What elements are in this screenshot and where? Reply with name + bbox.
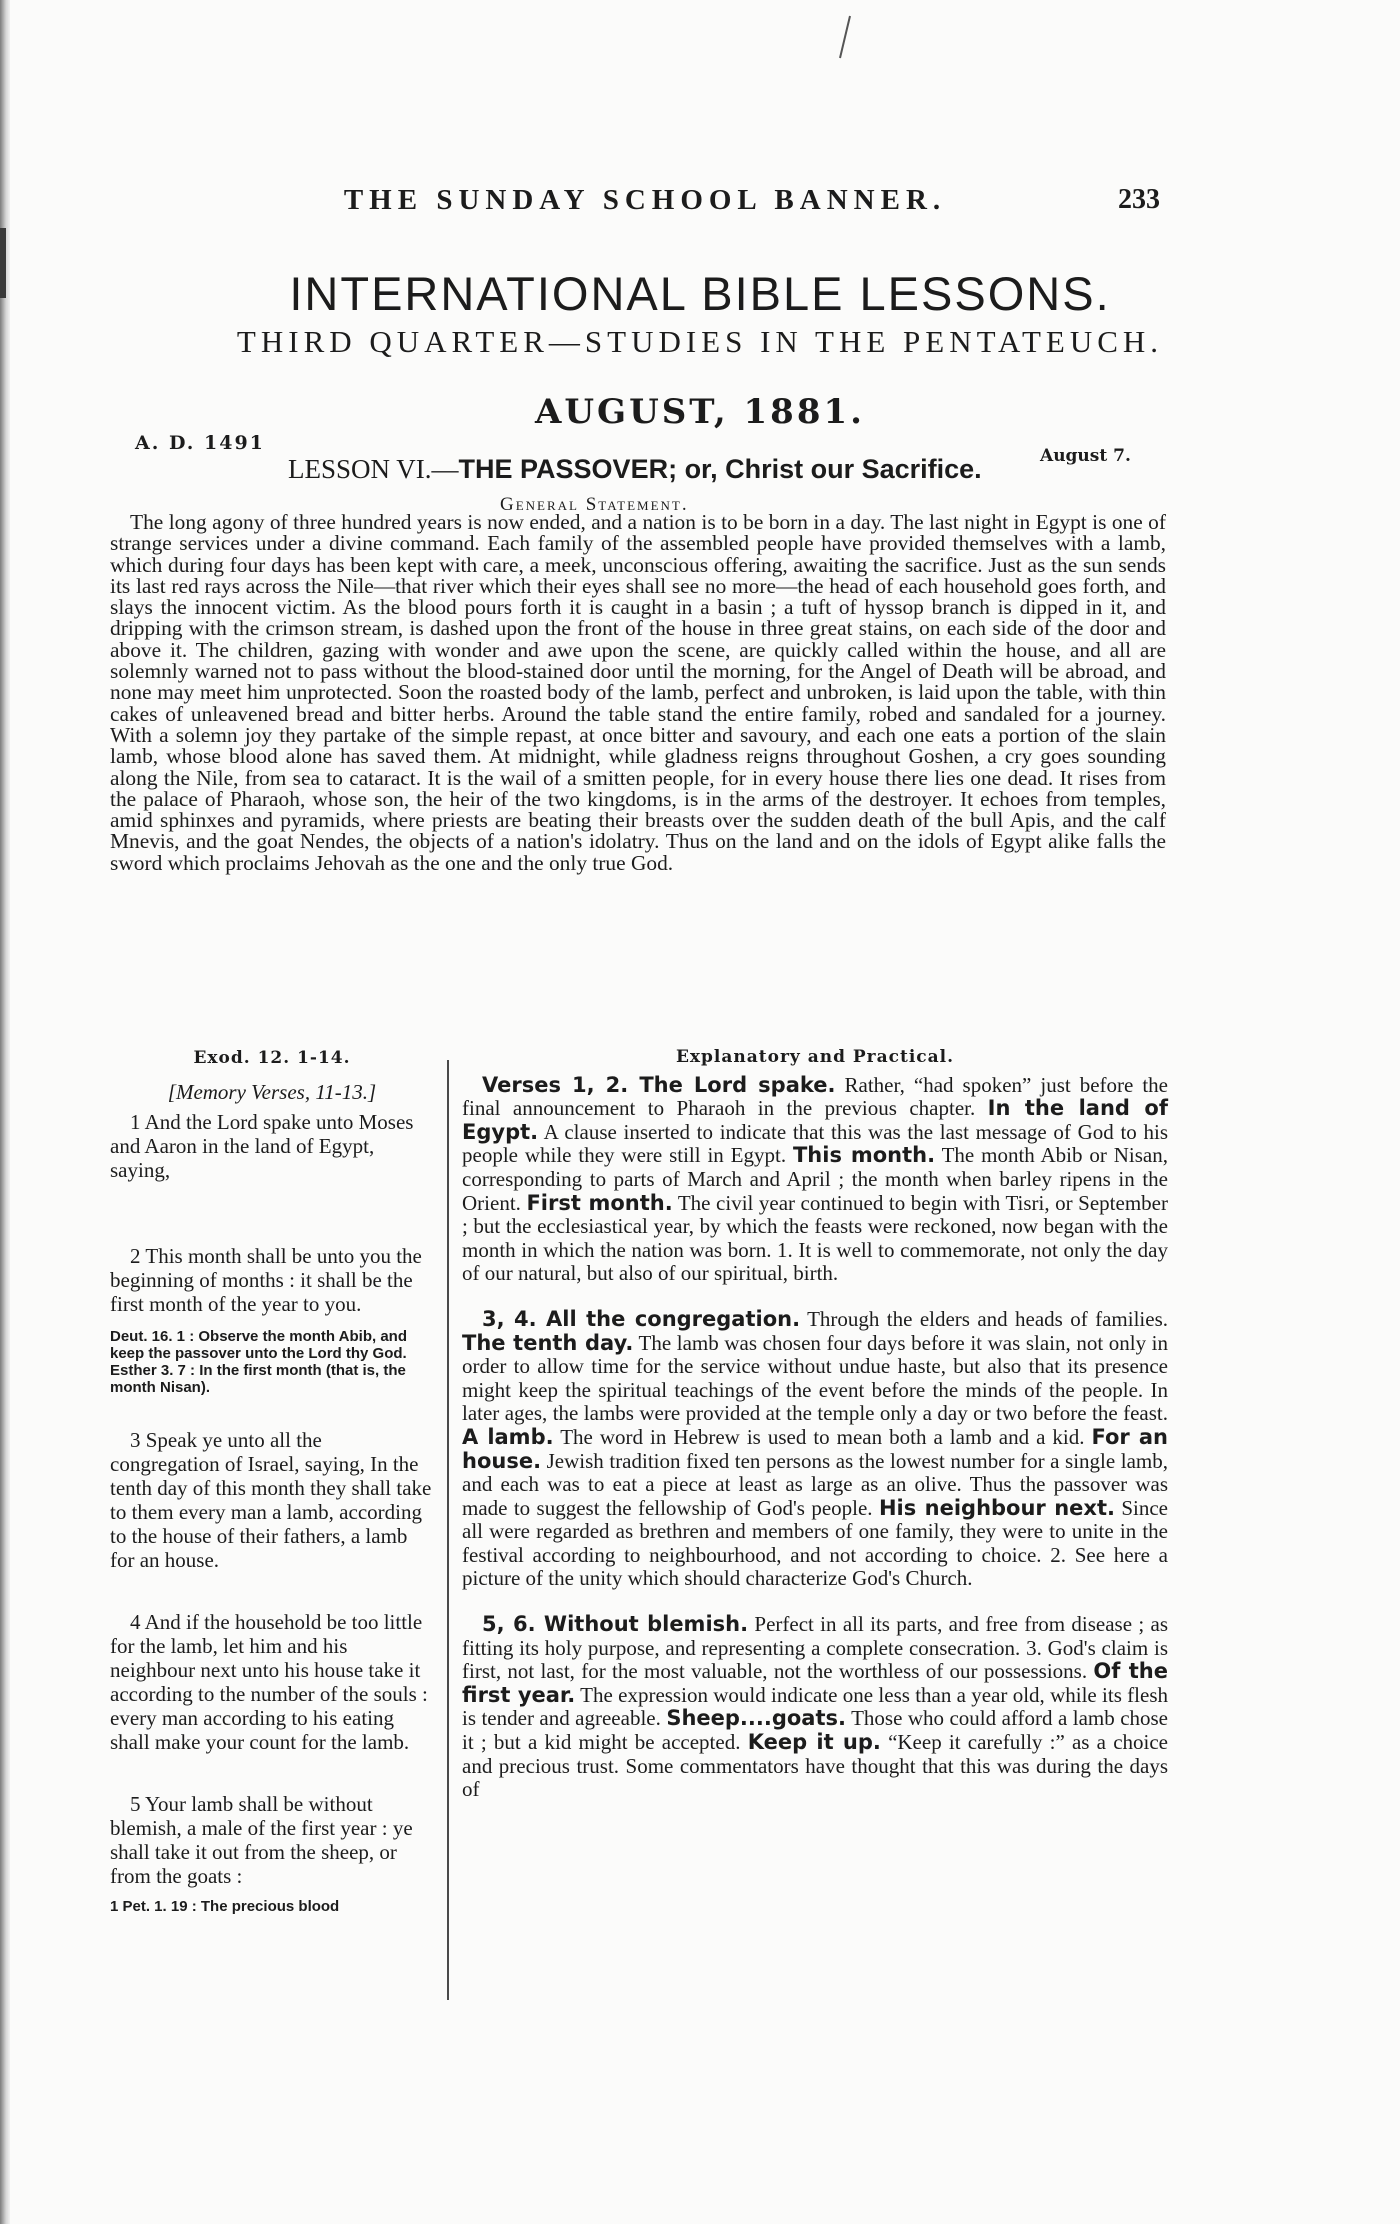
keyword: Sheep....goats. (666, 1706, 846, 1731)
general-statement-text: The long agony of three hundred years is now ended, and a nation is to be born in a day. The last night in Egypt is one of strange services under a divine command. Each family of the assembled people have provided themselves with a lamb, which during four days has been kept with care, a meek, unconscious offering, awaiting the sacrifice. Just as the sun sends its last red rays across the Nile—that river which their eyes shall see no more—the head of each household goes forth, and slays the innocent victim. As the blood pours forth it is caught in a basin ; a tuft of hyssop branch is dipped in it, and dripping with the crimson stream, is dashed upon the front of the house in three great stains, on each side of the door and above it. The children, gazing with wonder and awe upon the scene, are quickly called within the house, and all are solemnly warned not to pass without the blood-stained door until the morning, for the Angel of Death will be abroad, and none may meet him unprotected. Soon the roasted body of the lamb, perfect and unbroken, is laid upon the table, with thin cakes of unleavened bread and bitter herbs. Around the table stand the entire family, robed and sandaled for a journey. With a solemn joy they partake of the simple repast, at once bitter and savoury, and each one eats a portion of the slain lamb, whose blood alone has saved them. At midnight, while gladness reigns throughout Goshen, a cry goes sounding along the Nile, from sea to cataract. It is the wail of a smitten people, for in every house there lies one dead. It rises from the palace of Pharaoh, whose son, the heir of the two kingdoms, is in the arms of the destroyer. It echoes from temples, amid sphinxes and pyramids, where priests are beating their breasts over the sudden death of the bull Apis, and the calf Mnevis, and the goat Nendes, the objects of a nation's idolatry. Thus on the land and on the idols of Egypt alike falls the sword which proclaims Jehovah as the one and the only true God. (110, 510, 1166, 875)
keyword: This month. (792, 1143, 936, 1168)
scripture-column (110, 1046, 434, 1915)
explanatory-paragraph: Verses 1, 2. The Lord spake. Rather, “had spoken” just before the final announcement to Pharaoh in the previous chapter. In the land of Egypt. A clause inserted to indicate that this was the last message of God to his people while they were still in Egypt. This month. The month Abib or Nisan, corresponding to parts of March and April ; the month when barley ripens in the Orient. First month. The civil year continued to begin with Tisri, or September ; but the ecclesiastical year, by which the feasts were reckoned, now began with the month in which the nation was born. 1. It is well to commemorate, not only the day of our natural, but also of our spiritual, birth. (462, 1072, 1168, 1286)
verse-5: 5 Your lamb shall be without blemish, a male of the first year : ye shall take it out from the sheep, or from the goats : (110, 1792, 413, 1888)
paper-tear-mark (836, 14, 854, 60)
explanatory-paragraph: 3, 4. All the congregation. Through the elders and heads of families. The tenth day. The lamb was chosen four days before it was slain, not only in order to allow time for the service without undue haste, but also that its presence might keep the spiritual teachings of the event before the minds of the people. In later ages, the lambs were provided at the temple only a day or two before the feast. A lamb. The word in Hebrew is used to mean both a lamb and a kid. For an house. Jewish tradition fixed ten persons as the lowest number for a single lamb, and each was to eat a piece at least as large as an olive. Thus the passover was made to suggest the fellowship of God's people. His neighbour next. Since all were regarded as brethren and members of one family, they were to unite in the festival according to neighbourhood, and not according to choice. 2. See here a picture of the unity which should characterize God's Church. (462, 1306, 1168, 1591)
issue-month: AUGUST, 1881. (535, 392, 865, 432)
verse-4: 4 And if the household be too little for the lamb, let him and his neighbour next unto his house take it according to the number of the souls : every man according to his eating shall make your count for the lamb. (110, 1610, 428, 1754)
keyword: Keep it up. (747, 1730, 881, 1755)
verse-2: 2 This month shall be unto you the beginning of months : it shall be the first month of the year to you. (110, 1244, 422, 1316)
keyword: First month. (526, 1190, 673, 1215)
explanatory-column (462, 1046, 1168, 1802)
explanatory-heading: Explanatory and Practical. (675, 1047, 955, 1067)
sub-title: THIRD QUARTER—STUDIES IN THE PENTATEUCH. (236, 324, 1164, 359)
binding-mark (0, 228, 6, 298)
verse-5-note: 1 Pet. 1. 19 : The precious blood (110, 1898, 340, 1915)
page-spine-shadow (0, 0, 10, 2224)
memory-verses: [Memory Verses, 11-13.] (167, 1080, 377, 1104)
lesson-date-right: August 7. (1040, 446, 1131, 466)
lesson-title: THE PASSOVER; or, Christ our Sacrifice. (458, 454, 982, 484)
general-statement (110, 512, 1166, 874)
lesson-number: LESSON VI.— (288, 454, 459, 484)
page-number: 233 (1118, 184, 1160, 215)
keyword: In the land of Egypt. (462, 1096, 1168, 1144)
keyword: For an house. (462, 1424, 1168, 1473)
column-divider (447, 1060, 449, 2000)
verse-2-note: Deut. 16. 1 : Observe the month Abib, and keep the passover unto the Lord thy God. Esther 3. 7 : In the first month (that is, the month Nisan). (110, 1328, 407, 1396)
keyword: Verses 1, 2. The Lord spake. (482, 1072, 836, 1097)
main-title: INTERNATIONAL BIBLE LESSONS. (289, 267, 1111, 320)
verse-3: 3 Speak ye unto all the congregation of Israel, saying, In the tenth day of this month they shall take to them every man a lamb, according to the house of their fathers, a lamb for an house. (110, 1428, 432, 1572)
keyword: His neighbour next. (878, 1495, 1115, 1520)
keyword: 5, 6. Without blemish. (482, 1612, 749, 1637)
keyword: The tenth day. (462, 1330, 634, 1355)
verse-1: 1 And the Lord spake unto Moses and Aaron in the land of Egypt, saying, (110, 1110, 414, 1182)
explanatory-paragraph: 5, 6. Without blemish. Perfect in all its parts, and free from disease ; as fitting its holy purpose, and representing a complete consecration. 3. God's claim is first, not last, for the most valuable, not the worthless of our possessions. Of the first year. The expression would indicate one less than a year old, while its flesh is tender and agreeable. Sheep....goats. Those who could afford a lamb chose it ; but a kid might be accepted. Keep it up. “Keep it carefully :” as a choice and precious trust. Some commentators have thought that this was during the days of (462, 1612, 1169, 1802)
lesson-date-ad: A. D. 1491 (135, 432, 265, 454)
masthead: THE SUNDAY SCHOOL BANNER. (343, 184, 947, 216)
lesson-heading (288, 454, 998, 485)
general-statement-heading: General Statement. (500, 494, 689, 515)
keyword: A lamb. (462, 1424, 554, 1449)
scripture-reference: Exod. 12. 1-14. (193, 1048, 351, 1068)
keyword: 3, 4. All the congregation. (482, 1306, 801, 1331)
keyword: Of the first year. (462, 1659, 1168, 1707)
